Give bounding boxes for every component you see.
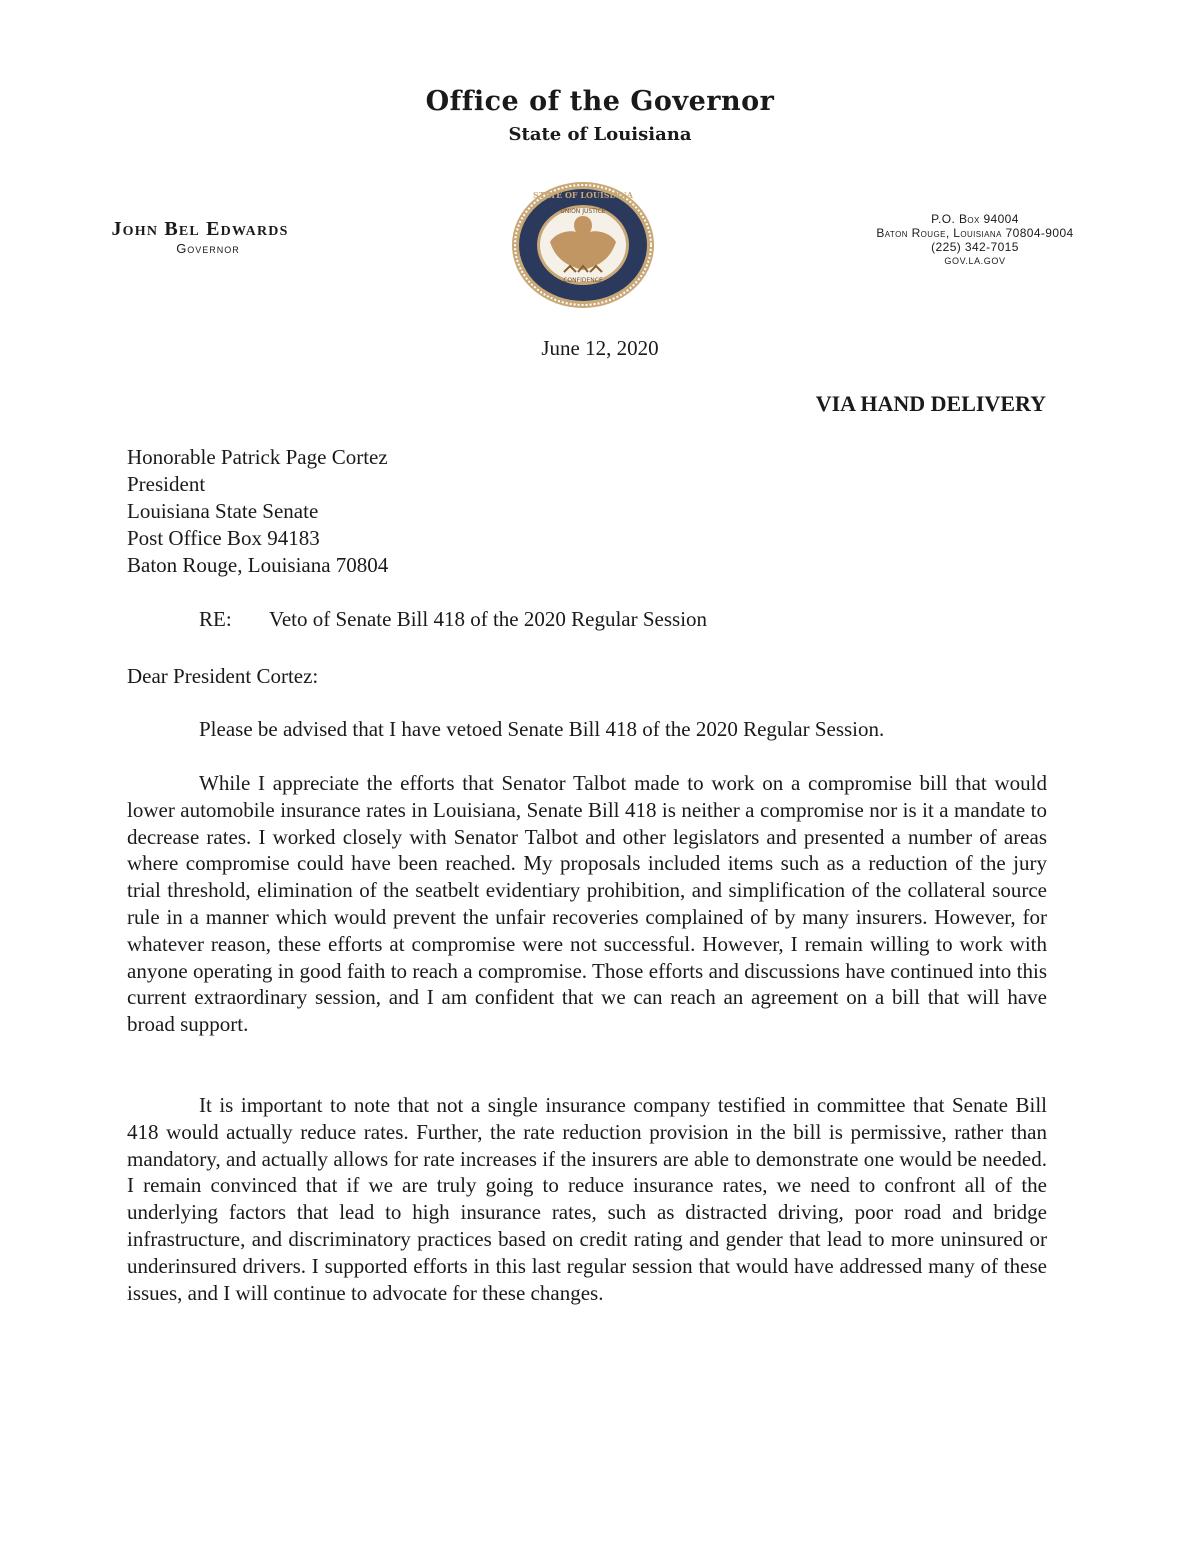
- svg-text:UNION JUSTICE: UNION JUSTICE: [560, 208, 606, 215]
- body-paragraph: Please be advised that I have vetoed Senate Bill 418 of the 2020 Regular Session.: [199, 717, 885, 741]
- governor-title: Governor: [176, 241, 240, 256]
- re-label: RE:: [199, 607, 232, 631]
- phone: (225) 342-7015: [931, 240, 1019, 254]
- recipient-name: Honorable Patrick Page Cortez: [127, 445, 388, 469]
- svg-text:STATE OF LOUISIANA: STATE OF LOUISIANA: [533, 190, 633, 200]
- state-seal-icon: [510, 180, 656, 310]
- governor-block: [80, 218, 320, 258]
- contact-block: [830, 212, 1120, 268]
- body-paragraph: It is important to note that not a single insurance company testified in committee that Senate Bill 418 would actually reduce rates. Further, the rate reduction provision in the bill is permissive, rather than mandatory, and actually allows for rate increases if the insurers are able to demonstrate one would be needed. I remain convinced that if we are truly going to reduce insurance rates, we need to confront all of the underlying factors that lead to high insurance rates, such as distracted driving, poor road and bridge infrastructure, and discriminatory practices based on credit rating and gender that lead to more uninsured or underinsured drivers. I supported efforts in this last regular session that would have addressed many of these issues, and I will continue to advocate for these changes.: [127, 1093, 1047, 1305]
- re-subject: Veto of Senate Bill 418 of the 2020 Regular Session: [269, 607, 708, 631]
- recipient-organization: Louisiana State Senate: [127, 499, 319, 523]
- recipient-po-box: Post Office Box 94183: [127, 526, 320, 550]
- svg-text:CONFIDENCE: CONFIDENCE: [563, 277, 603, 284]
- city-line: Baton Rouge, Louisiana 70804-9004: [876, 226, 1074, 240]
- recipient-address: [127, 444, 388, 579]
- letterhead-title: Office of the Governor: [425, 86, 775, 117]
- governor-name: John Bel Edwards: [111, 218, 289, 240]
- website-link[interactable]: GOV.LA.GOV: [944, 256, 1006, 266]
- po-box: P.O. Box 94004: [931, 212, 1019, 226]
- re-line: [199, 607, 707, 632]
- delivery-method: VIA HAND DELIVERY: [815, 391, 1046, 416]
- body-paragraph: While I appreciate the efforts that Senator Talbot made to work on a compromise bill that would lower automobile insurance rates in Louisiana, Senate Bill 418 is neither a compromise nor is it a mandate to decrease rates. I worked closely with Senator Talbot and other legislators and presented a number of areas where compromise could have been reached. My proposals included items such as a reduction of the jury trial threshold, elimination of the seatbelt evidentiary prohibition, and simplification of the collateral source rule in a manner which would prevent the unfair recoveries complained of by many insurers. However, for whatever reason, these efforts at compromise were not successful. However, I remain willing to work with anyone operating in good faith to reach a compromise. Those efforts and discussions have continued into this current extraordinary session, and I am confident that we can reach an agreement on a bill that will have broad support.: [127, 771, 1047, 1037]
- letter-date: June 12, 2020: [541, 336, 659, 360]
- recipient-title: President: [127, 472, 206, 496]
- letterhead-subtitle: State of Louisiana: [508, 124, 692, 145]
- recipient-city: Baton Rouge, Louisiana 70804: [127, 553, 389, 577]
- salutation: Dear President Cortez:: [127, 664, 319, 688]
